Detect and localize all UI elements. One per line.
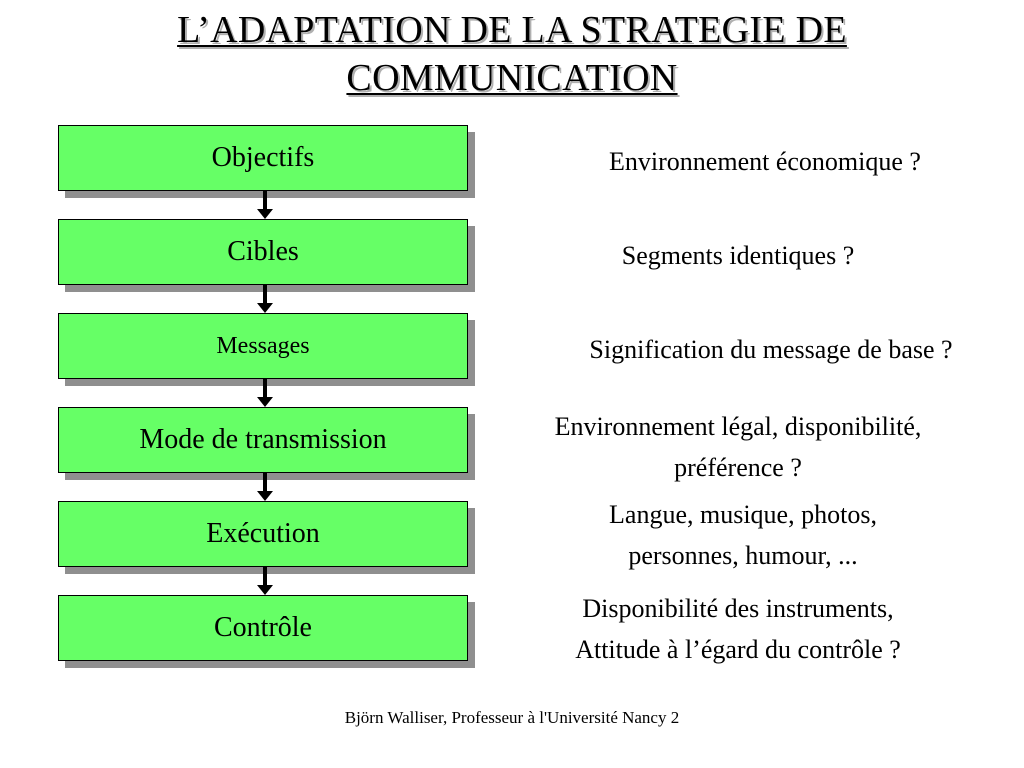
question-controle	[498, 588, 978, 670]
question-objectifs	[540, 141, 990, 182]
question-line: personnes, humour, ...	[628, 541, 858, 570]
step-box-messages: Messages	[58, 313, 468, 379]
title-line-2: COMMUNICATION	[346, 57, 678, 99]
arrow-down-icon	[261, 285, 269, 313]
question-cibles	[560, 235, 916, 276]
question-line: Langue, musique, photos,	[609, 500, 877, 529]
question-mode-de-transmission	[486, 406, 990, 488]
step-box-cibles: Cibles	[58, 219, 468, 285]
arrow-down-icon	[261, 473, 269, 501]
arrow-down-icon	[261, 567, 269, 595]
footer-credit: Björn Walliser, Professeur à l'Université Nancy 2	[344, 708, 680, 727]
arrow-down-icon	[261, 191, 269, 219]
question-line: préférence ?	[674, 453, 802, 482]
question-messages	[522, 329, 1020, 370]
question-line: Disponibilité des instruments,	[582, 594, 894, 623]
question-line: Environnement légal, disponibilité,	[554, 412, 922, 441]
question-line: Signification du message de base ?	[589, 335, 953, 364]
question-execution	[520, 494, 966, 576]
step-box-execution: Exécution	[58, 501, 468, 567]
title-line-1: L’ADAPTATION DE LA STRATEGIE DE	[177, 9, 847, 51]
arrow-down-icon	[261, 379, 269, 407]
step-box-controle: Contrôle	[58, 595, 468, 661]
question-line: Attitude à l’égard du contrôle ?	[575, 635, 901, 664]
page-title	[0, 6, 1024, 102]
question-line: Segments identiques ?	[621, 241, 855, 270]
question-line: Environnement économique ?	[609, 147, 921, 176]
step-box-objectifs: Objectifs	[58, 125, 468, 191]
step-box-mode-de-transmission: Mode de transmission	[58, 407, 468, 473]
